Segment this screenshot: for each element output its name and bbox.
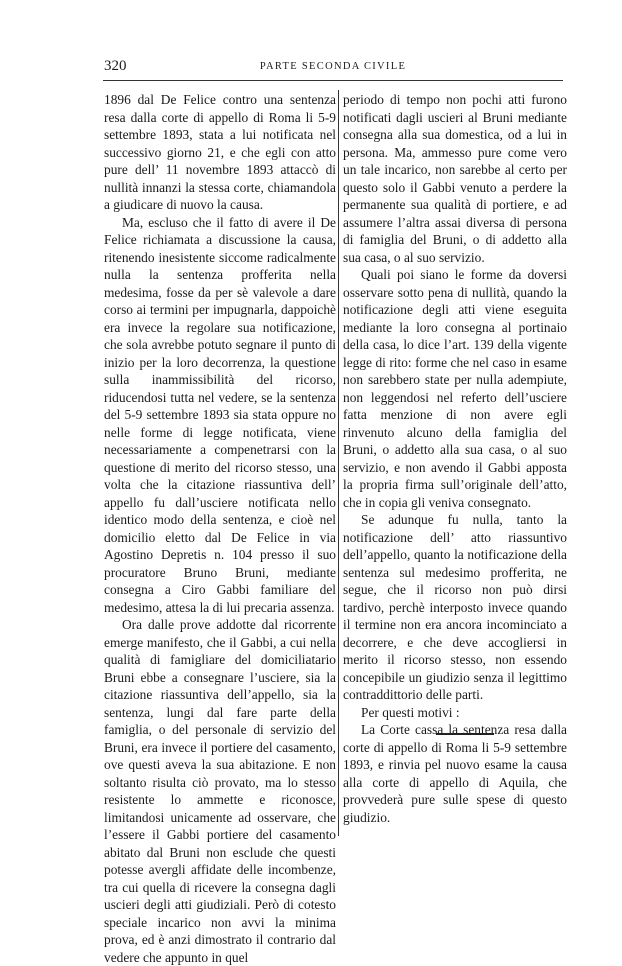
end-rule	[436, 733, 494, 735]
ruling-paragraph: La Corte cassa la sentenza resa dalla corte di appello di Roma li 5-9 settembre 1893, e rinvia pel nuovo esame la causa alla corte di appello di Aquila, che provvederà pure sulle spese di questo giudizio.	[343, 722, 567, 825]
left-paragraph-2: Ma, escluso che il fatto di avere il De Felice richiamata a discussione la causa, ritenendo inesistente siccome radicalmente nulla la sentenza profferita nella medesima, fosse da per sè valevole a dare corso ai termini per impugnarla, dappoichè era invece la regolare sua notificazione, che sola avrebbe potuto segnare il punto di inizio per la loro decorrenza, la questione sulla inammissibilità del ricorso, riducendosi tutta nel vedere, se la sentenza del 5-9 settembre 1893 sia stata oppure no nelle forme di legge notificata, viene necessariamente a compenetrarsi con la questione di merito del ricorso stesso, una volta che la citazione riassuntiva dell’ appello fu dall’usciere notificata nello identico modo della sentenza, e cioè nel domicilio eletto dal De Felice in via Agostino Depretis n. 104 presso il suo procuratore Bruno Bruni, mediante consegna a Ciro Gabbi familiare del medesimo, attesa la di lui precaria assenza.	[104, 214, 336, 615]
right-column	[343, 91, 567, 826]
right-paragraph-1: periodo di tempo non pochi atti furono notificati dagli uscieri al Bruni mediante consegna alla sua domestica, od a lui in persona. Ma, ammesso pure come vero un tale incarico, non sarebbe al certo per questo solo il Gabbi venuto a perdere la permanente sua qualità di portiere, e ad assumere l’altra assai diversa di persona di famiglia del Bruni, o di addetto alla sua casa, o al suo servizio.	[343, 92, 567, 265]
left-column	[104, 91, 336, 966]
page-header	[104, 58, 562, 78]
right-paragraph-3: Se adunque fu nulla, tanto la notificazione dell’ atto riassuntivo dell’appello, quanto la notificazione della sentenza sul medesimo profferita, ne segue, che il ricorso non può dirsi tardivo, perchè interposto invece quando il termine non era ancora incominciato a decorrere, e che deve accogliersi in merito il ricorso stesso, non essendo concepibile un giudizio senza il legittimo contraddittorio delle parti.	[343, 512, 567, 702]
right-paragraph-2: Quali poi siano le forme da doversi osservare sotto pena di nullità, quando la notificazione degli atti viene eseguita mediante la loro consegna al portinaio della casa, lo dice l’art. 139 della vigente legge di rito: forme che nel caso in esame non sarebbero state per nulla adempiute, non leggendosi nel referto dell’usciere fatta menzione di non avere egli rinvenuto alcuno della famiglia del Bruni, o addetto alla sua casa, o al suo servizio, e non avendo il Gabbi apposta la propria firma sull’originale dell’atto, che in copia gli veniva consegnato.	[343, 267, 567, 510]
column-divider	[338, 90, 339, 836]
page-number: 320	[104, 58, 127, 74]
motivi-heading: Per questi motivi :	[361, 704, 460, 720]
left-paragraph-3: Ora dalle prove addotte dal ricorrente emerge manifesto, che il Gabbi, a cui nella qualità di famigliare del domiciliatario Bruni ebbe a consegnare l’usciere, sia la citazione riassuntiva dell’appello, sia la sentenza, lungi dal fare parte della famiglia, o del personale di servizio del Bruni, era invece il portiere del casamento, ove questi aveva la sua abitazione. E non soltanto risulta ciò provato, ma lo stesso resistente lo ammette e riconosce, limitandosi unicamente ad osservare, che l’essere il Gabbi portiere del casamento abitato dal Bruni non esclude che questi potesse avergli affidate delle incombenze, tra cui quella di ricevere la consegna dagli uscieri degli atti giudiziali. Però di cotesto speciale incarico non avvi la minima prova, ed è anzi dimostrato il contrario dal vedere che appunto in quel	[104, 617, 336, 965]
left-paragraph-1: 1896 dal De Felice contro una sentenza resa dalla corte di appello di Roma li 5-9 settembre 1893, stata a lui notificata nel successivo giorno 21, e che egli con atto pure dell’ 11 novembre 1893 attaccò di nullità innanzi la stessa corte, chiamandola a giudicare di nuovo la causa.	[104, 92, 336, 212]
running-head: PARTE SECONDA CIVILE	[259, 61, 407, 72]
header-rule	[103, 80, 563, 81]
